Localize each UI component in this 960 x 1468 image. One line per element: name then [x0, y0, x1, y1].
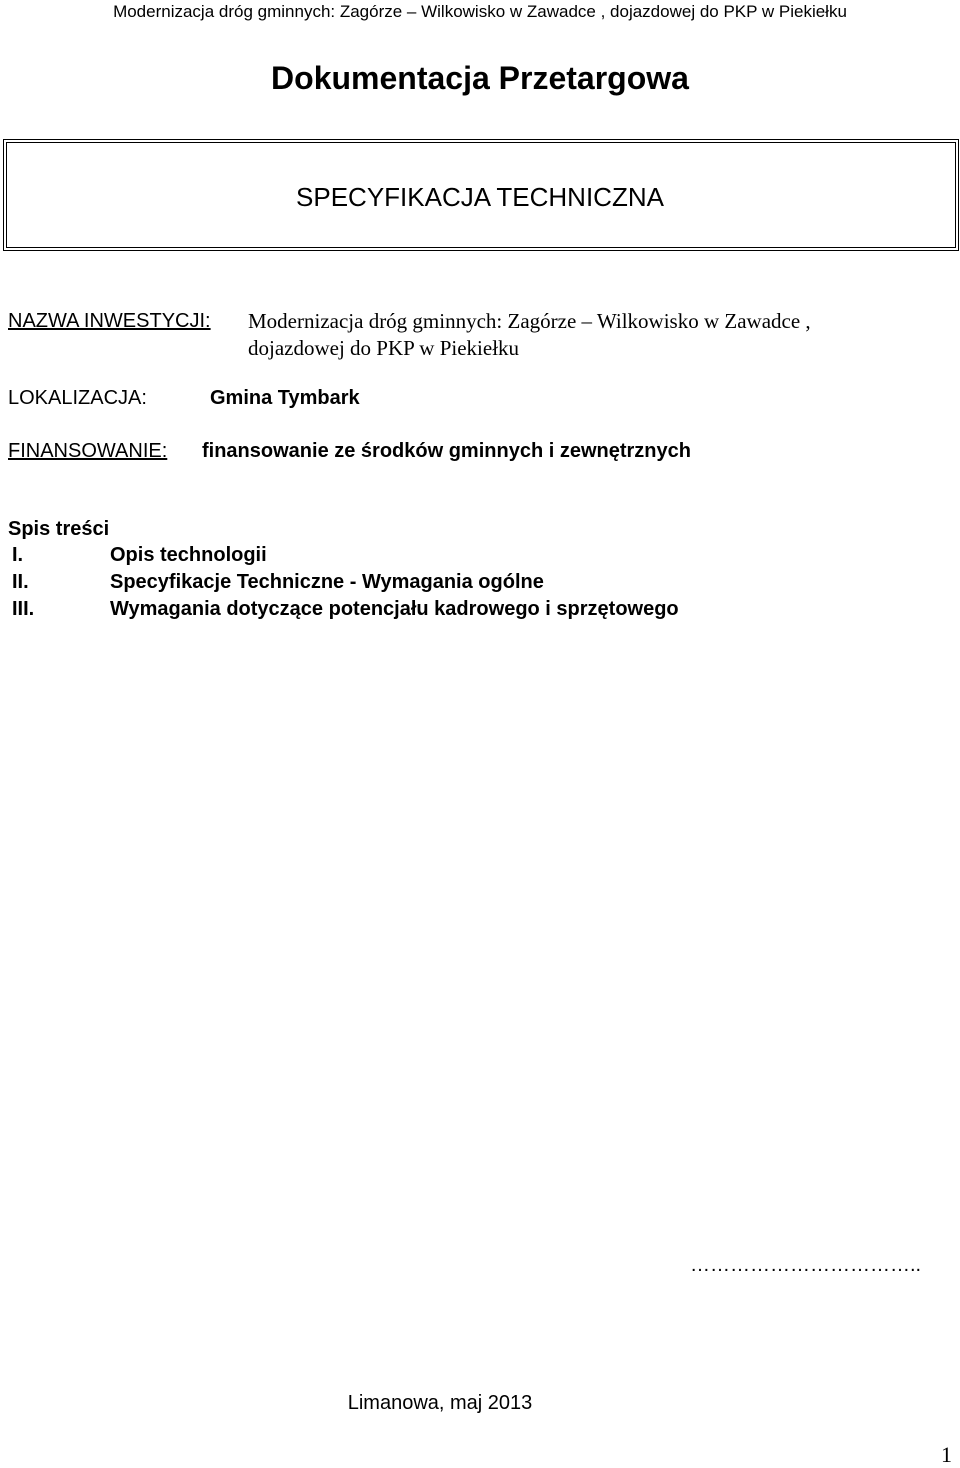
investment-value-line2: dojazdowej do PKP w Piekiełku	[248, 336, 520, 360]
investment-label: NAZWA INWESTYCJI:	[8, 310, 211, 332]
document-title: Dokumentacja Przetargowa	[271, 60, 689, 96]
financing-label: FINANSOWANIE:	[8, 440, 168, 462]
investment-value-line1: Modernizacja dróg gminnych: Zagórze – Wilkowisko w Zawadce ,	[248, 309, 811, 333]
toc-item-label: Opis technologii	[110, 544, 267, 566]
specification-title: SPECYFIKACJA TECHNICZNA	[296, 182, 664, 212]
location-label: LOKALIZACJA:	[8, 387, 147, 409]
toc-item-number: III.	[12, 598, 35, 620]
toc-item-label: Specyfikacje Techniczne - Wymagania ogólne	[110, 571, 544, 593]
running-header: Modernizacja dróg gminnych: Zagórze – Wilkowisko w Zawadce , dojazdowej do PKP w Piekiełku	[113, 2, 847, 21]
toc-item-number: I.	[12, 544, 24, 566]
place-date: Limanowa, maj 2013	[347, 1392, 533, 1414]
signature-line: ……………………………..	[690, 1254, 922, 1276]
financing-value: finansowanie ze środków gminnych i zewnętrznych	[202, 440, 691, 462]
toc-item-label: Wymagania dotyczące potencjału kadrowego i sprzętowego	[110, 598, 679, 620]
toc-title: Spis treści	[8, 518, 110, 540]
toc-item-number: II.	[12, 571, 29, 593]
location-value: Gmina Tymbark	[210, 387, 360, 409]
page-number: 1	[941, 1442, 952, 1467]
